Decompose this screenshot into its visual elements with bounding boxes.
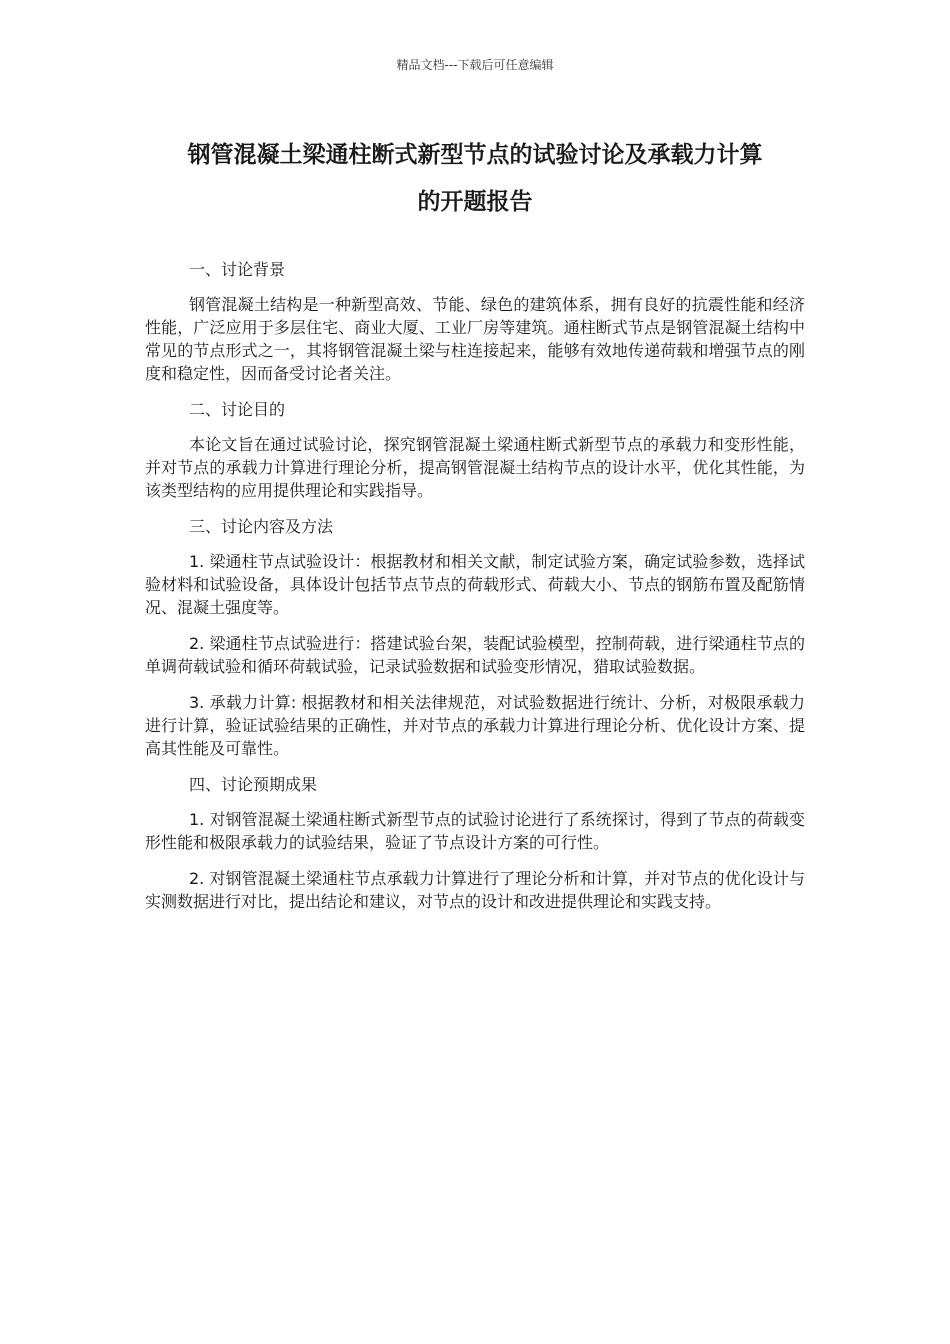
page-header-watermark: 精品文档---下载后可任意编辑 [396, 58, 554, 72]
outcomes-item-2: 2. 对钢管混凝土梁通柱节点承载力计算进行了理论分析和计算，并对节点的优化设计与实测数据进行对比，提出结论和建议，对节点的设计和改进提供理论和实践支持。 [145, 869, 805, 911]
section-heading-background: 一、讨论背景 [189, 260, 286, 279]
methods-item-1: 1. 梁通柱节点试验设计：根据教材和相关文献，制定试验方案，确定试验参数，选择试验材料和试验设备，具体设计包括节点节点的荷载形式、荷载大小、节点的钢筋布置及配筋情况、混凝土强度等。 [145, 552, 805, 617]
document-body [145, 258, 805, 926]
outcomes-item-1: 1. 对钢管混凝土梁通柱断式新型节点的试验讨论进行了系统探讨，得到了节点的荷载变形性能和极限承载力的试验结果，验证了节点设计方案的可行性。 [145, 810, 805, 852]
section-heading-purpose: 二、讨论目的 [189, 400, 286, 419]
paragraph-purpose: 本论文旨在通过试验讨论，探究钢管混凝土梁通柱断式新型节点的承载力和变形性能，并对节点的承载力计算进行理论分析，提高钢管混凝土结构节点的设计水平，优化其性能，为该类型结构的应用提供理论和实践指导。 [145, 435, 805, 500]
section-heading-outcomes: 四、讨论预期成果 [189, 775, 318, 794]
document-title [145, 132, 805, 226]
document-title-line-2: 的开题报告 [417, 189, 533, 215]
document-title-line-1: 钢管混凝土梁通柱断式新型节点的试验讨论及承载力计算 [187, 142, 763, 168]
paragraph-background: 钢管混凝土结构是一种新型高效、节能、绿色的建筑体系，拥有良好的抗震性能和经济性能，广泛应用于多层住宅、商业大厦、工业厂房等建筑。通柱断式节点是钢管混凝土结构中常见的节点形式之一，其将钢管混凝土梁与柱连接起来，能够有效地传递荷载和增强节点的刚度和稳定性，因而备受讨论者关注。 [145, 295, 805, 383]
methods-item-2: 2. 梁通柱节点试验进行：搭建试验台架，装配试验模型，控制荷载，进行梁通柱节点的单调荷载试验和循环荷载试验，记录试验数据和试验变形情况，猎取试验数据。 [145, 634, 805, 676]
methods-item-3: 3. 承载力计算: 根据教材和相关法律规范，对试验数据进行统计、分析，对极限承载力进行计算，验证试验结果的正确性，并对节点的承载力计算进行理论分析、优化设计方案、提高其性能及可靠性。 [145, 693, 805, 758]
section-heading-methods: 三、讨论内容及方法 [189, 517, 334, 536]
